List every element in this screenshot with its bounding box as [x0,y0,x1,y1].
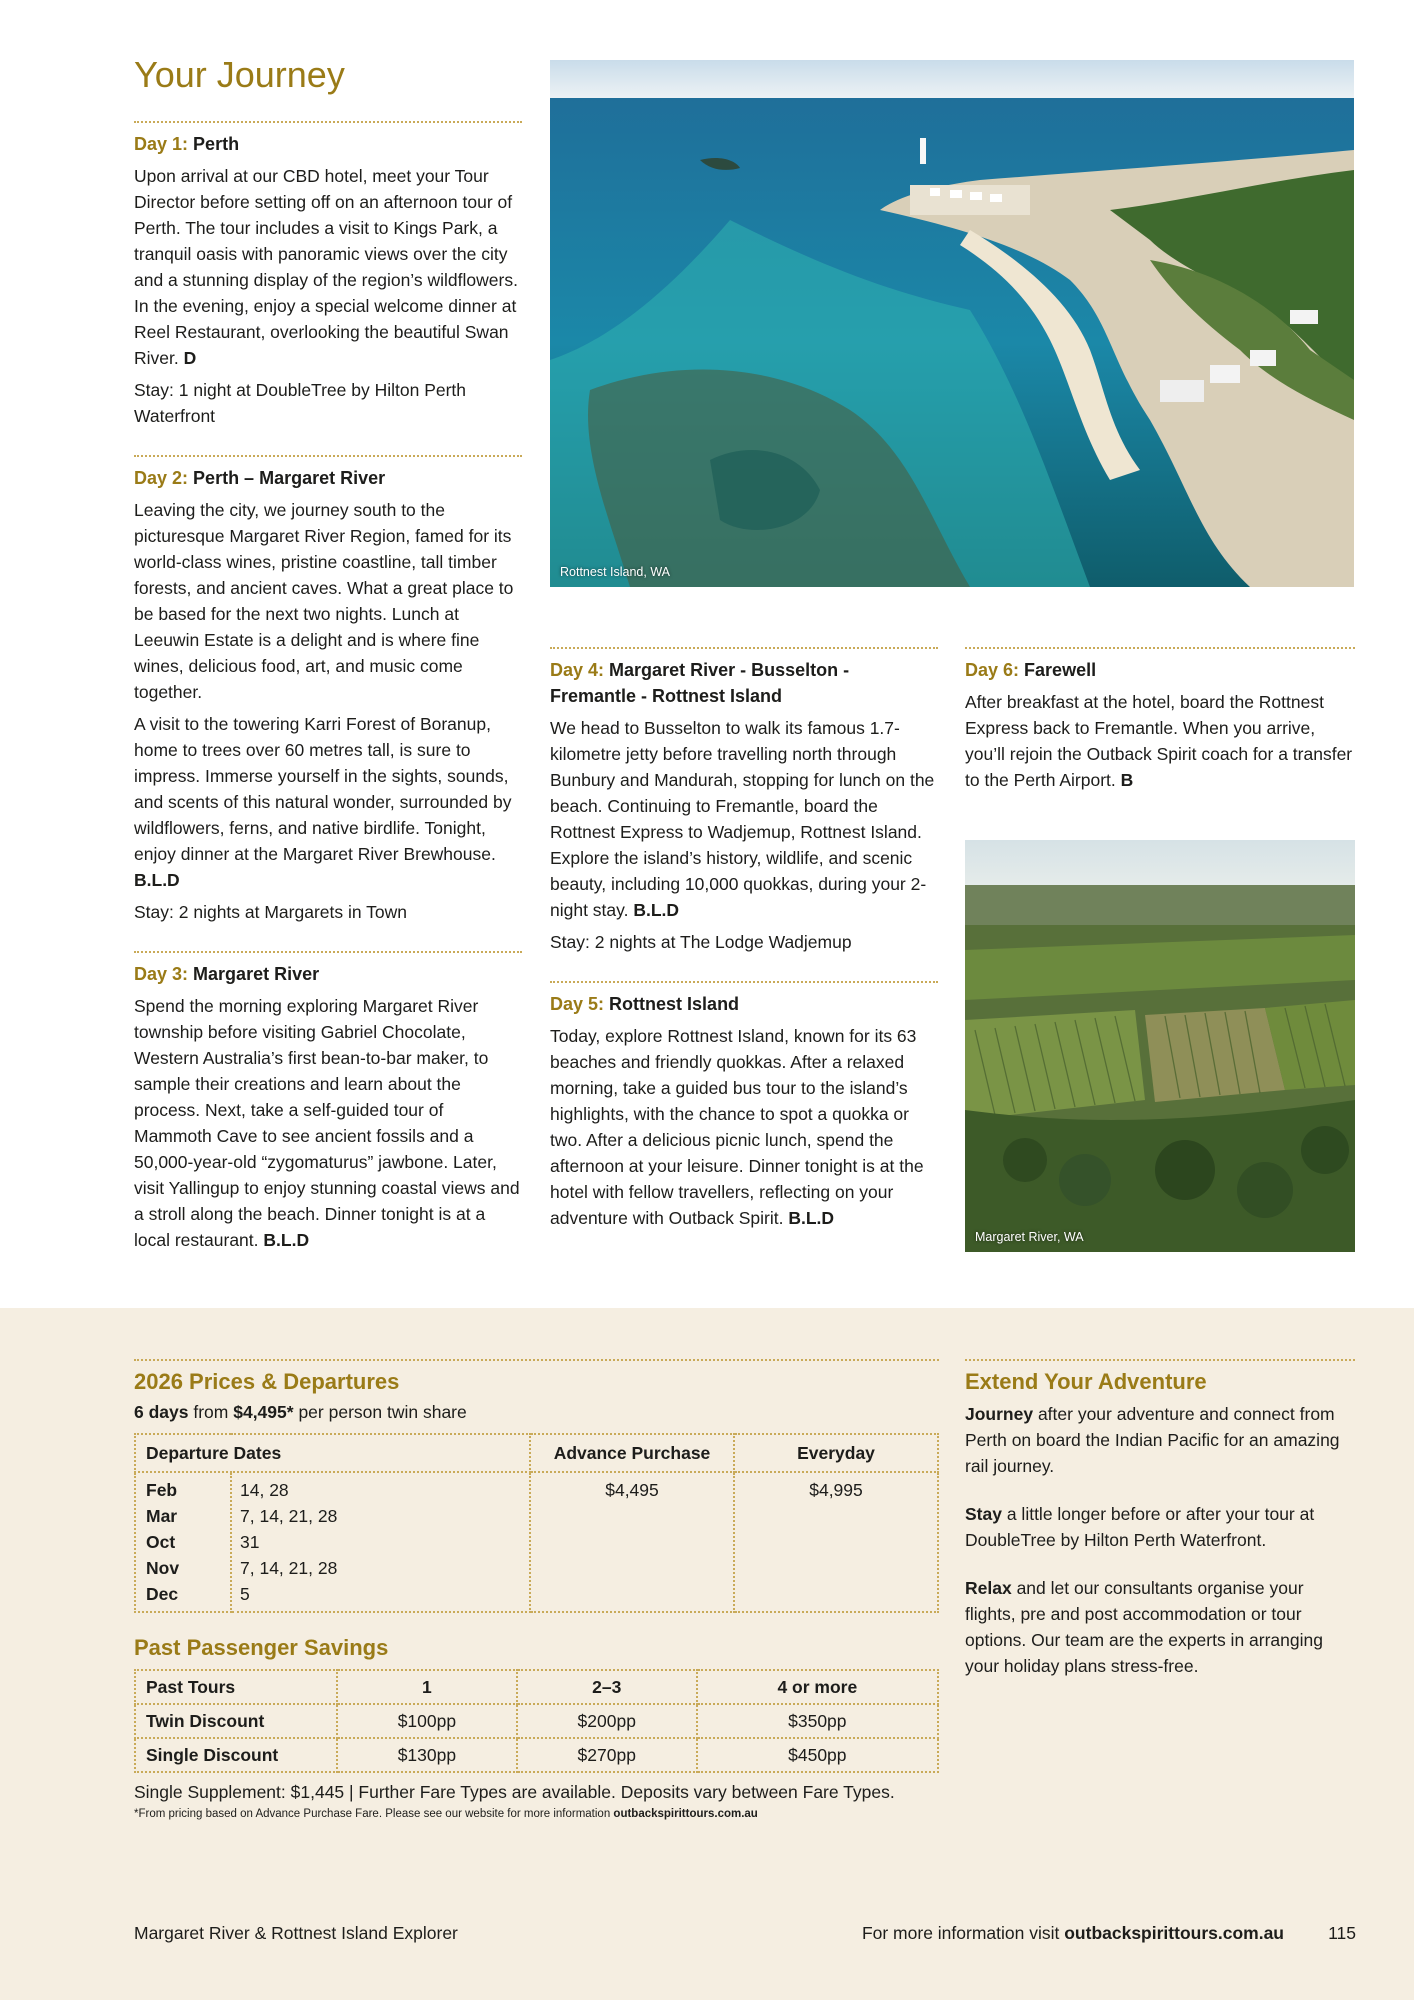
everyday-price: $4,995 [734,1472,938,1612]
dates-cell: 14, 28 7, 14, 21, 28 31 7, 14, 21, 28 5 [231,1472,530,1612]
day-1-text: Upon arrival at our CBD hotel, meet your Tour Director before setting off on an afternoon tour of Perth. The tour includes a visit to Kings Park, a tranquil oasis with panoramic views over the city and a stunning display of the region’s wildflowers. In the evening, enjoy a special welcome dinner at Reel Restaurant, overlooking the beautiful Swan River. D [134,166,518,368]
price-line: 6 days from $4,495* per person twin share [134,1402,467,1422]
day-3-text: Spend the morning exploring Margaret River township before visiting Gabriel Chocolate, Western Australia’s first bean-to-bar maker, to sample their creations and learn about the process. Next, take a self-guided tour of Mammoth Cave to see ancient fossils and a 50,000-year-old “zygomaturus” jawbone. Later, visit Yallingup to enjoy stunning coastal views and a stroll along the beach. Dinner tonight is at a local restaurant. B.L.D [134,996,520,1250]
footnote-link[interactable]: outbackspirittours.com.au [613,1808,758,1820]
rottnest-island-image [550,60,1354,587]
extend-relax: Relax and let our consultants organise your flights, pre and post accommodation or tour options. Our team are the experts in arranging your holiday plans stress-free. [965,1578,1323,1676]
extend-section [965,1359,1355,1701]
day-2-text-2: A visit to the towering Karri Forest of Boranup, home to trees over 60 metres tall, is sure to impress. Immerse yourself in the sights, sounds, and scents of this natural wonder, surrounded by wildflowers, ferns, and native birdlife. Tonight, enjoy dinner at the Margaret River Brewhouse. B.L.D [134,714,512,890]
day-1-heading: Day 1: Perth [134,134,240,154]
past-tours-header: Past Tours [135,1670,337,1704]
prices-title: 2026 Prices & Departures [134,1369,400,1394]
day-3-heading: Day 3: Margaret River [134,964,320,984]
prices-section [134,1359,939,1823]
margaret-river-caption: Margaret River, WA [975,1230,1084,1244]
day-6-text: After breakfast at the hotel, board the Rottnest Express back to Fremantle. When you arrive, you’ll rejoin the Outback Spirit coach for a transfer to the Perth Airport. B [965,692,1353,790]
everyday-header: Everyday [734,1434,938,1472]
divider [134,455,522,457]
single-supplement: Single Supplement: $1,445 | Further Fare Types are available. Deposits vary between Fare Types. [134,1782,895,1802]
rottnest-island-photo [550,60,1354,587]
page-title: Your Journey [134,54,345,95]
advance-purchase-header: Advance Purchase [530,1434,734,1472]
column-middle [550,647,938,1237]
footer-link[interactable]: outbackspirittours.com.au [1064,1923,1284,1943]
table-row: Single Discount $130pp $270pp $450pp [135,1738,938,1772]
day-4-stay: Stay: 2 nights at The Lodge Wadjemup [550,932,852,952]
column-left [134,121,522,1259]
footnote: *From pricing based on Advance Purchase Fare. Please see our website for more information outbackspirittours.com.au [134,1808,758,1820]
divider [965,1359,1355,1361]
column-right [965,647,1355,799]
day-6-heading: Day 6: Farewell [965,660,1097,680]
divider [134,121,522,123]
savings-table: Past Tours 1 2–3 4 or more Twin Discount $100pp $200pp $350pp Single Discount $130pp $270pp $450pp [134,1669,939,1773]
advance-price: $4,495 [530,1472,734,1612]
day-2-text-1: Leaving the city, we journey south to the picturesque Margaret River Region, famed for its world-class wines, pristine coastline, tall timber forests, and ancient caves. What a great place to be based for the next two nights. Lunch at Leeuwin Estate is a delight and is where fine wines, delicious food, art, and music come together. [134,500,514,702]
day-1-stay: Stay: 1 night at DoubleTree by Hilton Perth Waterfront [134,380,467,426]
day-4-text: We head to Busselton to walk its famous 1.7-kilometre jetty before travelling north through Bunbury and Mandurah, stopping for lunch on the beach. Continuing to Fremantle, board the Rottnest Express to Wadjemup, Rottnest Island. Explore the island’s history, wildlife, and scenic beauty, including 10,000 quokkas, during your 2-night stay. B.L.D [550,718,935,920]
extend-title: Extend Your Adventure [965,1369,1207,1394]
divider [965,647,1355,649]
divider [550,647,938,649]
page-number: 115 [1328,1923,1356,1943]
day-2-heading: Day 2: Perth – Margaret River [134,468,386,488]
margaret-river-photo [965,840,1355,1252]
day-4-heading: Day 4: Margaret River - Busselton - Fremantle - Rottnest Island [550,660,850,706]
margaret-river-image [965,840,1355,1252]
day-5-heading: Day 5: Rottnest Island [550,994,740,1014]
day-5-text: Today, explore Rottnest Island, known for its 63 beaches and friendly quokkas. After a relaxed morning, take a guided bus tour to the island’s highlights, with the chance to spot a quokka or two. After a delicious picnic lunch, spend the afternoon at your leisure. Dinner tonight is at the hotel with fellow travellers, reflecting on your adventure with Outback Spirit. B.L.D [550,1026,924,1228]
footer-info: For more information visit outbackspirittours.com.au [861,1923,1284,1943]
departures-table [134,1433,939,1613]
savings-title: Past Passenger Savings [134,1635,389,1660]
extend-stay: Stay a little longer before or after your tour at DoubleTree by Hilton Perth Waterfront. [965,1504,1315,1550]
day-2-stay: Stay: 2 nights at Margarets in Town [134,902,408,922]
months-cell: Feb Mar Oct Nov Dec [135,1472,231,1612]
rottnest-caption: Rottnest Island, WA [560,565,670,579]
extend-journey: Journey after your adventure and connect from Perth on board the Indian Pacific for an amazing rail journey. [965,1404,1340,1476]
footer-left: Margaret River & Rottnest Island Explorer [134,1923,458,1943]
divider [134,951,522,953]
divider [134,1359,939,1361]
table-row: Twin Discount $100pp $200pp $350pp [135,1704,938,1738]
divider [550,981,938,983]
departure-dates-header: Departure Dates [135,1434,530,1472]
